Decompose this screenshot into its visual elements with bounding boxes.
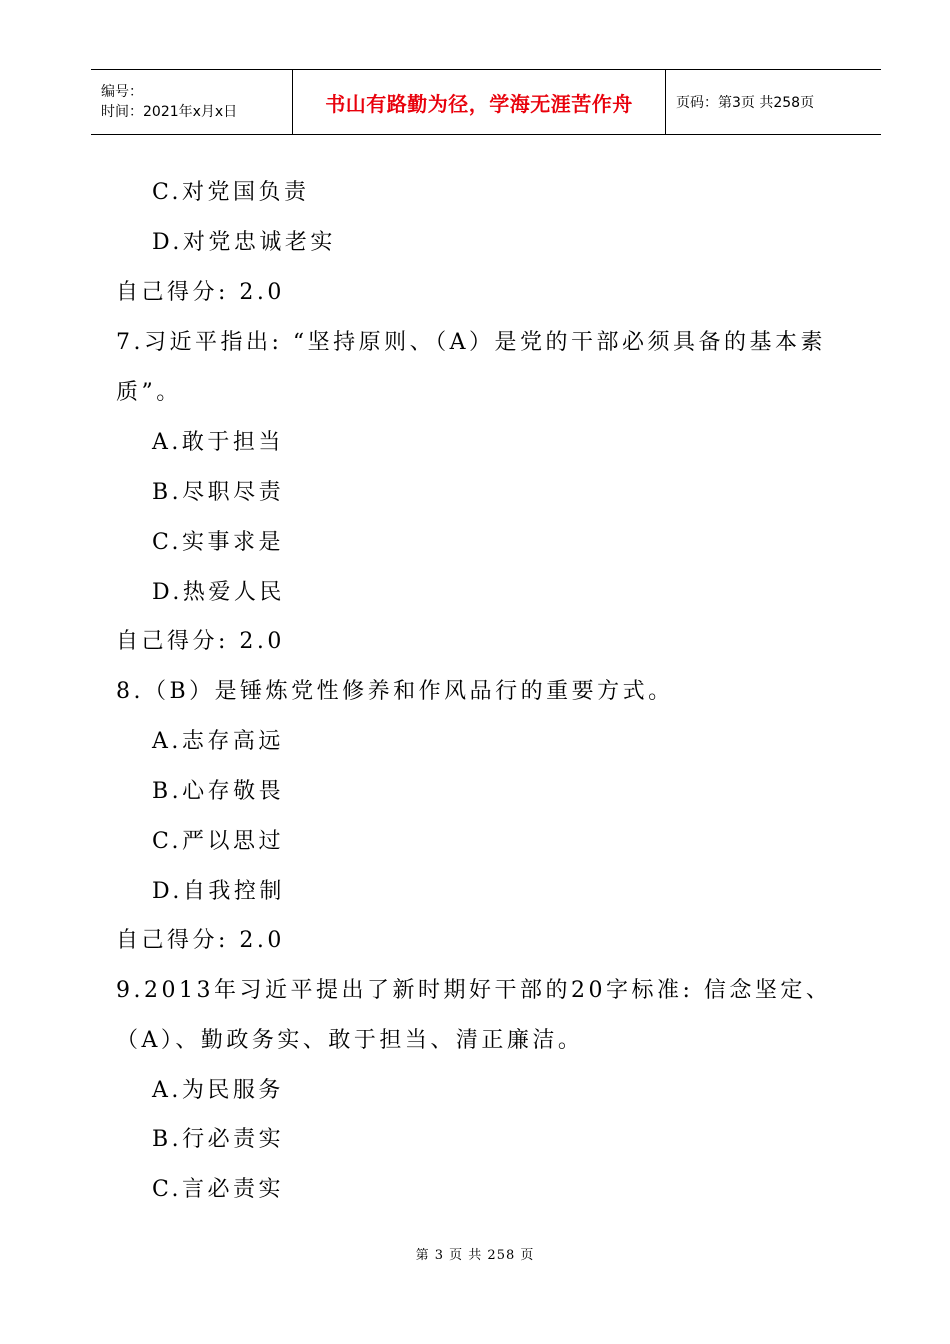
header-page-info: 页码：第3页 共258页 xyxy=(676,95,815,111)
option-line: A.为民服务 xyxy=(152,1078,284,1103)
header-meta xyxy=(91,70,293,134)
option-line: A.敢于担当 xyxy=(152,430,284,455)
option-line: B.心存敬畏 xyxy=(152,779,285,804)
option-line: B.行必责实 xyxy=(152,1127,285,1152)
question-line: 9.2013年习近平提出了新时期好干部的20字标准: 信念坚定、 xyxy=(116,978,832,1003)
page-header xyxy=(91,69,881,135)
header-time-label: 时间：2021年x月x日 xyxy=(101,104,238,120)
option-line: D.自我控制 xyxy=(152,879,285,904)
option-line: C.严以思过 xyxy=(152,829,285,854)
header-number-label: 编号： xyxy=(101,84,143,100)
option-line: B.尽职尽责 xyxy=(152,480,285,505)
option-line: D.热爱人民 xyxy=(152,580,285,605)
score-line: 自己得分: 2.0 xyxy=(116,280,285,305)
option-line: C.对党国负责 xyxy=(152,180,310,205)
score-line: 自己得分: 2.0 xyxy=(116,928,285,953)
option-line: C.言必责实 xyxy=(152,1177,285,1202)
option-line: C.实事求是 xyxy=(152,530,285,555)
question-line: 8.（B）是锤炼党性修养和作风品行的重要方式。 xyxy=(116,679,674,704)
option-line: D.对党忠诚老实 xyxy=(152,230,336,255)
score-line: 自己得分: 2.0 xyxy=(116,629,285,654)
page-footer: 第 3 页 共 258 页 xyxy=(415,1248,535,1263)
question-line: 7.习近平指出: “坚持原则、（A）是党的干部必须具备的基本素 xyxy=(116,330,827,355)
option-line: A.志存高远 xyxy=(152,729,284,754)
question-line: （A）、勤政务实、敢于担当、清正廉洁。 xyxy=(116,1028,584,1053)
header-motto: 书山有路勤为径，学海无涯苦作舟 xyxy=(293,70,666,134)
question-line: 质”。 xyxy=(116,380,182,405)
